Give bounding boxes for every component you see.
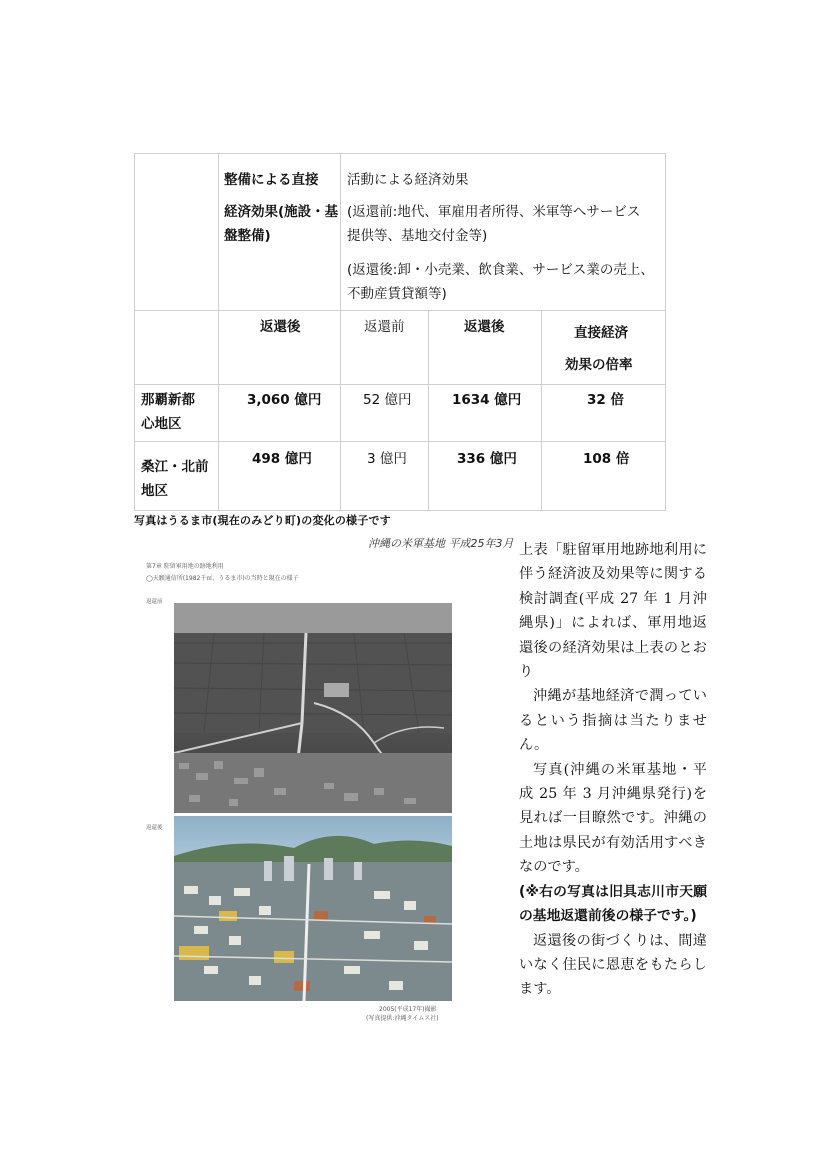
table-border-left xyxy=(134,153,135,511)
table-border-top xyxy=(134,153,666,154)
header-before-note-line1: (返還前:地代、軍雇用者所得、米軍等へサービス xyxy=(347,204,641,220)
row-naha-multiplier: 32 倍 xyxy=(587,392,624,408)
body-text xyxy=(519,538,707,1002)
row-kuwae-direct: 498 億円 xyxy=(252,451,312,467)
subheader-multiplier-line2: 効果の倍率 xyxy=(565,357,633,373)
credit-after-line1: 2005(平成17年)撮影 xyxy=(379,1006,437,1013)
tag-before: 返還前 xyxy=(146,599,163,605)
subheader-multiplier-line1: 直接経済 xyxy=(574,325,628,341)
before-after-photo-card xyxy=(134,533,512,1030)
photo-subheader-small: ◯天願通信所(1982千㎡、うるま市)の当時と現在の様子 xyxy=(146,575,299,582)
subheader-direct-after: 返還後 xyxy=(260,319,301,335)
header-after-note-line1: (返還後:卸・小売業、飲食業、サービス業の売上、 xyxy=(347,262,654,278)
header-after-note-line2: 不動産賃貸額等) xyxy=(347,286,447,302)
subheader-before: 返還前 xyxy=(364,319,405,335)
economic-effects-table xyxy=(134,153,666,511)
header-direct-effect-line1: 整備による直接 xyxy=(224,172,319,188)
tag-after: 返還後 xyxy=(146,825,163,831)
paragraph-photo-reference: 写真(沖縄の米軍基地・平成 25 年 3 月沖縄県発行)を見れば一目瞭然です。沖縄の土地は県民が有効活用すべきなのです。 xyxy=(519,761,707,876)
row-naha-direct: 3,060 億円 xyxy=(247,392,322,408)
table-row-divider xyxy=(134,384,666,385)
row-kuwae-name-line2: 地区 xyxy=(141,483,168,499)
header-direct-effect-line3: 盤整備) xyxy=(224,228,271,244)
credit-after-line2: (写真提供:沖縄タイムス社) xyxy=(366,1015,439,1022)
photo-header-small: 第7章 駐留軍用地の跡地利用 xyxy=(146,563,224,570)
table-col-divider xyxy=(340,153,341,511)
row-naha-after: 1634 億円 xyxy=(452,392,522,408)
photo-caption: 写真はうるま市(現在のみどり町)の変化の様子です xyxy=(134,514,391,527)
table-col-divider xyxy=(428,310,429,511)
row-kuwae-after: 336 億円 xyxy=(457,451,517,467)
header-direct-effect-line2: 経済効果(施設・基 xyxy=(224,204,339,220)
row-kuwae-before: 3 億円 xyxy=(367,451,407,467)
row-kuwae-name-line1: 桑江・北前 xyxy=(141,459,209,475)
paragraph-survey-intro: 上表「駐留軍用地跡地利用に伴う経済波及効果等に関する検討調査(平成 27 年 1 月沖縄県)」によれば、軍用地返還後の経済効果は上表のとおり xyxy=(519,542,707,681)
header-before-note-line2: 提供等、基地交付金等) xyxy=(347,228,488,244)
aerial-photo-after xyxy=(174,816,452,1001)
table-row-divider xyxy=(134,441,666,442)
paragraph-conclusion: 返還後の街づくりは、間違いなく住民に恩恵をもたらします。 xyxy=(519,932,707,998)
table-col-divider xyxy=(541,310,542,511)
row-naha-name-line2: 心地区 xyxy=(141,416,182,432)
row-naha-before: 52 億円 xyxy=(363,392,412,408)
paragraph-photo-note: (※右の写真は旧具志川市天願の基地返還前後の様子です。) xyxy=(519,883,707,925)
row-naha-name-line1: 那覇新都 xyxy=(141,392,195,408)
table-border-right xyxy=(665,153,666,511)
table-col-divider xyxy=(218,153,219,511)
row-kuwae-multiplier: 108 倍 xyxy=(583,451,630,467)
aerial-photo-before xyxy=(174,603,452,813)
handwritten-note: 沖縄の米軍基地 平成25年3月 xyxy=(368,537,514,550)
paragraph-base-economy: 沖縄が基地経済で潤っているという指摘は当たりません。 xyxy=(519,688,707,754)
subheader-after: 返還後 xyxy=(464,319,505,335)
table-row-divider xyxy=(134,310,666,311)
header-activity-effect-title: 活動による経済効果 xyxy=(347,172,469,188)
table-border-bottom xyxy=(134,510,666,511)
